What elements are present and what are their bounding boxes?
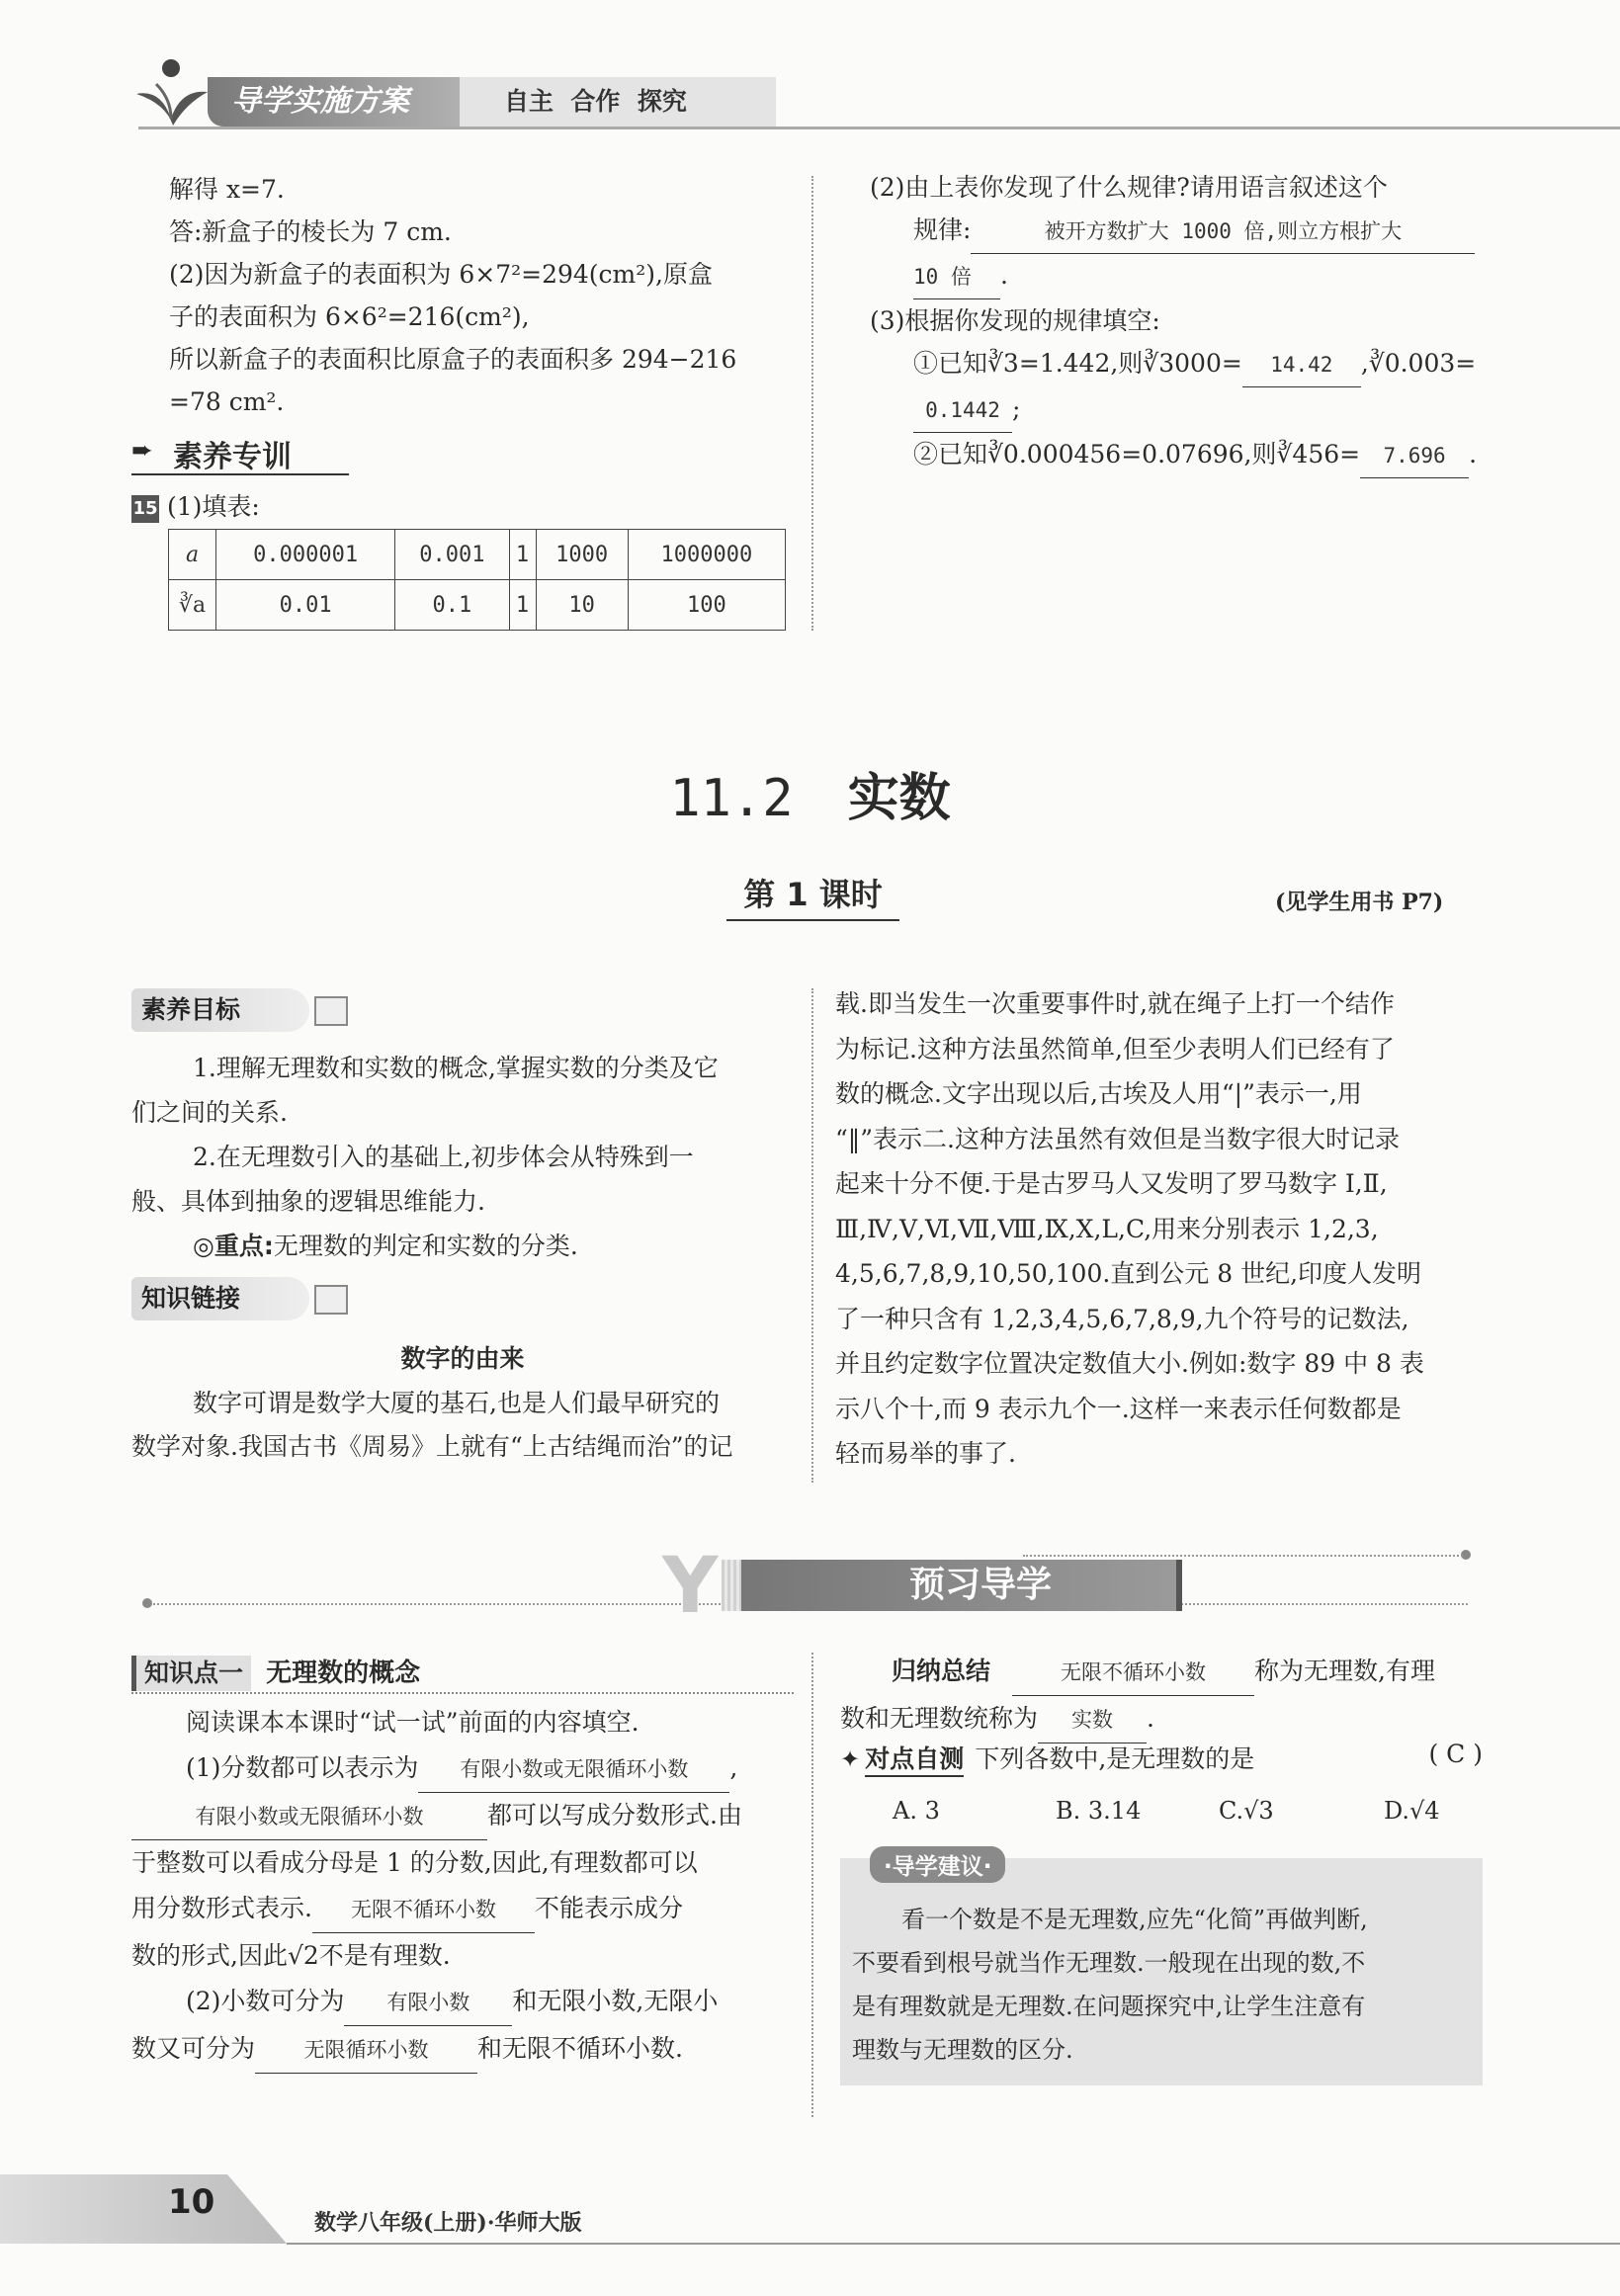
p2-text: (2)小数可分为 [186, 1987, 345, 2015]
story-line: “‖”表示二.这种方法虽然有效但是当数字很大时记录 [835, 1124, 1401, 1153]
goal-1b: 们之间的关系. [131, 1098, 288, 1127]
table-cell: 10 [536, 580, 628, 631]
table-cell: 1 [509, 580, 536, 631]
lesson-name: 实数 [847, 769, 951, 828]
preview-intro: 阅读课本本课时“试一试”前面的内容填空. [186, 1708, 639, 1737]
story-line: 4,5,6,7,8,9,10,50,100.直到公元 8 世纪,印度人发明 [835, 1259, 1422, 1288]
story-line: 了一种只含有 1,2,3,4,5,6,7,8,9,九个符号的记数法, [835, 1304, 1409, 1333]
question-intro: (1)填表: [166, 492, 260, 521]
advice-label: ·导学建议· [870, 1846, 1005, 1883]
preview-banner [148, 1542, 1468, 1631]
arrow-icon: ➨ [131, 436, 153, 466]
q2-end: . [1000, 261, 1008, 290]
story-line: 载.即当发生一次重要事件时,就在绳子上打一个结作 [835, 989, 1395, 1018]
advice-line: 理数与无理数的区分. [852, 2036, 1073, 2064]
kp-heading [131, 1653, 794, 1694]
p2-text-c: 数又可分为 [131, 2034, 256, 2063]
star-icon: ✦ [840, 1745, 861, 1773]
p1-text-c: 都可以写成分数形式.由 [487, 1801, 742, 1829]
preview-p1-line3: 于整数可以看成分母是 1 的分数,因此,有理数都可以 [131, 1848, 698, 1877]
story-line: 为标记.这种方法虽然简单,但至少表明人们已经有了 [835, 1034, 1395, 1063]
table-cell: 1 [509, 530, 536, 580]
goal-1: 1.理解无理数和实数的概念,掌握实数的分类及它 [193, 1054, 719, 1082]
story-line: 轻而易举的事了. [835, 1439, 1016, 1468]
advice-text [852, 1898, 1475, 2072]
q3-1-end: ; [1012, 394, 1021, 423]
table-cell: ∛a [169, 580, 216, 631]
q2-answer-1: 被开方数扩大 1000 倍,则立方根扩大 [971, 211, 1475, 254]
goal-2b: 般、具体到抽象的逻辑思维能力. [131, 1187, 485, 1216]
kp-label: 知识点一 [131, 1656, 251, 1691]
cube-root-table [168, 529, 786, 631]
solution-line-1: 解得 x=7. [169, 175, 285, 204]
left-top-column [131, 168, 794, 423]
solution-line-5: 所以新盒子的表面积比原盒子的表面积多 294−216 [169, 345, 737, 374]
lesson-period [726, 870, 899, 921]
summary-block [840, 1649, 1502, 1743]
banner-label: 预习导学 [909, 1565, 1053, 1605]
q3-1-text-b: ,∛0.003= [1360, 349, 1477, 378]
story-text [835, 981, 1497, 1477]
option-d: D.√4 [1384, 1797, 1440, 1825]
p1-text-e: 用分数形式表示. [131, 1894, 312, 1922]
table-row-a [169, 530, 786, 580]
option-c: C.√3 [1219, 1797, 1274, 1825]
summary-text-1: 称为无理数,有理 [1254, 1657, 1435, 1685]
goals-label: 素养目标 [131, 988, 309, 1032]
q2-line-2 [870, 209, 1502, 254]
header-tags-band [460, 77, 776, 127]
story-line: 数的概念.文字出现以后,古埃及人用“|”表示一,用 [835, 1079, 1362, 1108]
summary-text-2: 数和无理数统称为 [840, 1704, 1039, 1733]
q2-label: 规律: [913, 215, 972, 244]
advice-line: 看一个数是不是无理数,应先“化简”再做判断, [901, 1906, 1368, 1933]
summary-answer-1: 无限不循环小数 [1012, 1650, 1254, 1696]
summary-label: 归纳总结 [892, 1657, 991, 1685]
q3-2-text: ②已知∛0.000456=0.07696,则∛456= [913, 440, 1361, 468]
solution-line-3: (2)因为新盒子的表面积为 6×7²=294(cm²),原盒 [169, 260, 713, 289]
preview-p1-line4 [131, 1886, 794, 1933]
table-cell: a [169, 530, 216, 580]
story-line: 并且约定数字位置决定数值大小.例如:数字 89 中 8 表 [835, 1349, 1424, 1378]
p2-text-b: 和无限小数,无限小 [512, 1987, 719, 2015]
table-cell: 0.001 [395, 530, 509, 580]
link-p1: 数字可谓是数学大厦的基石,也是人们最早研究的 [193, 1389, 720, 1417]
goal-2: 2.在无理数引入的基础上,初步体会从特殊到一 [193, 1143, 694, 1171]
header-line [138, 127, 1620, 129]
q3-line: (3)根据你发现的规律填空: [870, 306, 1160, 335]
p2-text-d: 和无限不循环小数. [477, 2034, 683, 2063]
q3-2-line [870, 433, 1502, 478]
preview-p1-line1 [131, 1745, 794, 1793]
header-bar [0, 0, 1620, 138]
story-line: 示八个十,而 9 表示九个一.这样一来表示任何数都是 [835, 1394, 1402, 1423]
p1-text: (1)分数都可以表示为 [186, 1753, 419, 1782]
section-suyang [131, 430, 349, 475]
table-cell: 1000 [536, 530, 628, 580]
self-test-answer: ( C ) [1428, 1740, 1483, 1768]
section-suyang-title: 素养专训 [173, 440, 292, 474]
self-test-heading [840, 1740, 1502, 1785]
self-test-label: 对点自测 [865, 1744, 964, 1777]
p1-answer-1: 有限小数或无限循环小数 [418, 1746, 729, 1793]
header-tags: 自主 合作 探究 [504, 87, 687, 116]
solution-line-4: 子的表面积为 6×6²=216(cm²), [169, 302, 530, 331]
solution-line-2: 答:新盒子的棱长为 7 cm. [169, 217, 452, 246]
story-line: 起来十分不便.于是古罗马人又发明了罗马数字 Ⅰ,Ⅱ, [835, 1169, 1388, 1198]
advice-line: 不要看到根号就当作无理数.一般现在出现的数,不 [852, 1949, 1366, 1977]
q3-1-line [870, 342, 1502, 387]
q3-1-answer-2: 0.1442 [913, 389, 1012, 433]
goal-key [131, 1224, 794, 1268]
kp-title: 无理数的概念 [266, 1658, 421, 1688]
table-cell: 100 [628, 580, 785, 631]
advice-box [840, 1854, 1483, 2085]
q3-1-text: ①已知∛3=1.442,则∛3000= [913, 349, 1242, 378]
p1-text-f: 不能表示成分 [534, 1894, 683, 1922]
table-cell: 0.000001 [216, 530, 395, 580]
book-title: 数学八年级(上册)·华师大版 [314, 2210, 582, 2236]
lesson-period-text: 第 1 课时 [743, 876, 883, 913]
banner-right-line [1023, 1555, 1463, 1557]
table-row-cbrt [169, 580, 786, 631]
link-arrow-icon [314, 1285, 348, 1315]
key-text: 无理数的判定和实数的分类. [273, 1232, 578, 1260]
summary-answer-2: 实数 [1038, 1697, 1147, 1743]
column-divider-bottom [811, 1653, 813, 2117]
question-number: 15 [131, 495, 159, 523]
lesson-number: 11.2 [669, 769, 794, 828]
summary-text-3: . [1147, 1704, 1154, 1733]
summary-line-2 [840, 1696, 1502, 1743]
solution-line-6: =78 cm². [169, 387, 285, 416]
table-cell: 1000000 [628, 530, 785, 580]
preview-text [131, 1700, 794, 2074]
banner-label-bg [741, 1560, 1176, 1611]
right-top-column [870, 166, 1502, 478]
preview-p2-line2 [131, 2026, 794, 2074]
header-title-band [208, 77, 460, 127]
q3-1-answer: 14.42 [1242, 344, 1361, 387]
lesson-title [0, 756, 1620, 830]
question-15 [131, 487, 260, 523]
header-title: 导学实施方案 [231, 84, 409, 119]
p1-answer-3: 无限不循环小数 [312, 1887, 535, 1933]
self-test-question: 下列各数中,是无理数的是 [975, 1744, 1255, 1773]
p2-answer-2: 无限循环小数 [255, 2027, 477, 2074]
link-text [131, 1382, 794, 1469]
banner-y-icon: Y [662, 1542, 719, 1631]
option-b: B. 3.14 [1056, 1797, 1142, 1825]
preview-p1-line2 [131, 1793, 794, 1840]
option-a: A. 3 [893, 1797, 940, 1825]
preview-p1-line5: 数的形式,因此√2不是有理数. [131, 1941, 451, 1970]
p1-comma: , [729, 1753, 738, 1782]
table-cell: 0.1 [395, 580, 509, 631]
logo-icon [127, 54, 215, 133]
link-label: 知识链接 [131, 1277, 309, 1320]
table-cell: 0.01 [216, 580, 395, 631]
footer-line [287, 2243, 1620, 2245]
summary-line-1 [840, 1649, 1502, 1696]
q2-line-3 [870, 254, 1502, 299]
q2-answer-2: 10 倍 [913, 256, 1000, 299]
q2-line-1: (2)由上表你发现了什么规律?请用语言叙述这个 [870, 173, 1388, 202]
advice-line: 是有理数就是无理数.在问题探究中,让学生注意有 [852, 1993, 1366, 2020]
column-divider-top [811, 176, 813, 631]
q3-1-line-2 [870, 387, 1502, 433]
goals-text [131, 1046, 794, 1268]
p2-answer-1: 有限小数 [344, 1980, 512, 2026]
banner-end-bar [1176, 1560, 1182, 1611]
p1-answer-2: 有限小数或无限循环小数 [131, 1794, 487, 1840]
footer-page-band [0, 2174, 287, 2244]
goals-arrow-icon [314, 996, 348, 1026]
story-line: Ⅲ,Ⅳ,Ⅴ,Ⅵ,Ⅶ,Ⅷ,Ⅸ,Ⅹ,L,C,用来分别表示 1,2,3, [835, 1214, 1379, 1243]
footer [0, 2174, 1620, 2296]
link-p2: 数学对象.我国古书《周易》上就有“上古结绳而治”的记 [131, 1432, 733, 1461]
column-divider-mid [811, 988, 813, 1483]
link-title: 数字的由来 [400, 1344, 525, 1373]
q3-2-end: . [1469, 440, 1478, 468]
page-number: 10 [168, 2182, 215, 2222]
lesson-ref: (见学生用书 P7) [1275, 890, 1444, 915]
q3-2-answer: 7.696 [1360, 435, 1469, 478]
banner-left-dot [142, 1598, 152, 1608]
preview-p2-line1 [131, 1979, 794, 2026]
key-label: ◎重点: [193, 1232, 274, 1260]
